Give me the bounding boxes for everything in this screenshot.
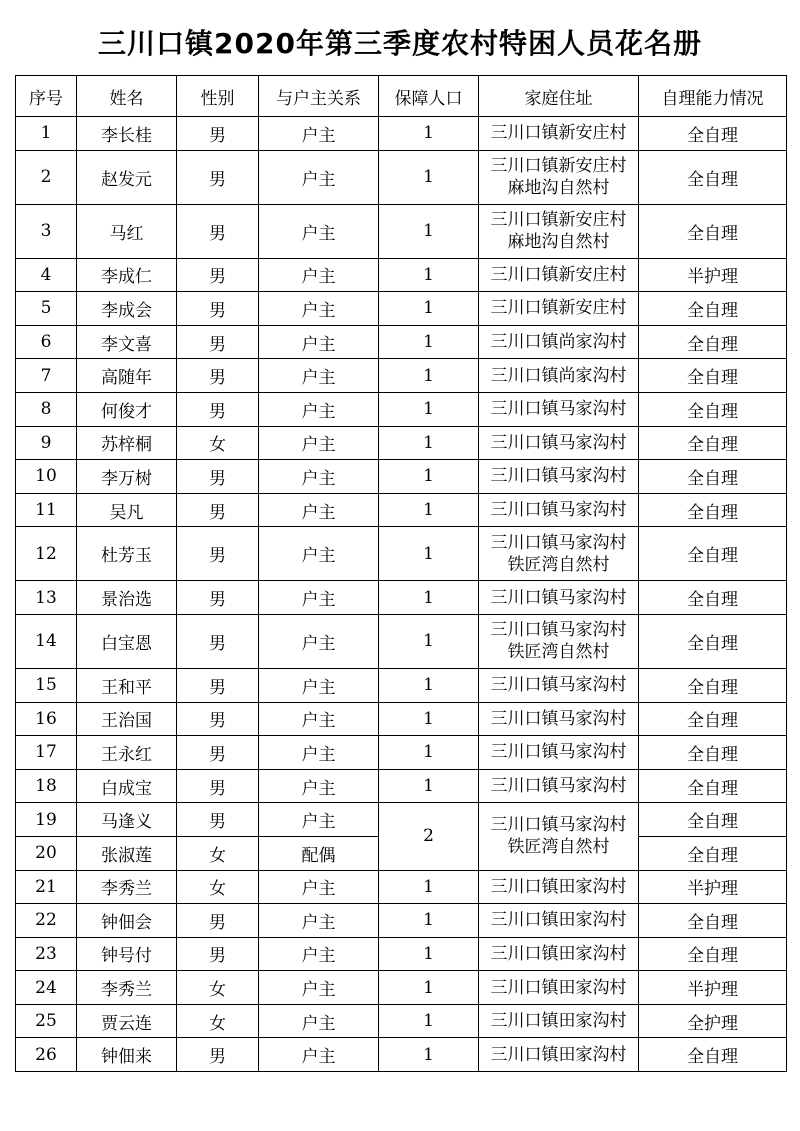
- cell-no: 19: [16, 803, 77, 837]
- cell-relation: 户主: [259, 702, 379, 736]
- address-line: 三川口镇田家沟村: [490, 1044, 627, 1065]
- cell-ability: 全自理: [639, 392, 787, 426]
- cell-no: 7: [16, 359, 77, 393]
- address-line: 三川口镇田家沟村: [490, 910, 627, 931]
- cell-ability: 全自理: [639, 117, 787, 151]
- cell-gender: 男: [177, 150, 259, 204]
- cell-name: 王永红: [77, 736, 177, 770]
- cell-name: 马红: [77, 204, 177, 258]
- cell-relation: 户主: [259, 493, 379, 527]
- cell-address: [479, 117, 639, 151]
- cell-address: [479, 258, 639, 292]
- address-line: 三川口镇马家沟村: [490, 742, 627, 763]
- cell-name: 杜芳玉: [77, 527, 177, 581]
- address-line: 三川口镇马家沟村: [490, 675, 627, 696]
- cell-relation: 户主: [259, 1004, 379, 1038]
- cell-ability: 全自理: [639, 426, 787, 460]
- cell-ability: 全自理: [639, 1038, 787, 1072]
- cell-address: [479, 359, 639, 393]
- address-line: 麻地沟自然村: [507, 232, 610, 253]
- cell-count: 1: [379, 769, 479, 803]
- cell-ability: 全自理: [639, 836, 787, 870]
- cell-address: [479, 769, 639, 803]
- cell-count: 1: [379, 359, 479, 393]
- cell-ability: 半护理: [639, 870, 787, 904]
- cell-address: [479, 937, 639, 971]
- table-row: [16, 1038, 787, 1072]
- address-line: 三川口镇马家沟村: [490, 620, 627, 641]
- cell-ability: 全自理: [639, 614, 787, 668]
- address-line: 三川口镇田家沟村: [490, 943, 627, 964]
- cell-name: 张淑莲: [77, 836, 177, 870]
- cell-no: 23: [16, 937, 77, 971]
- table-header-row: [16, 76, 787, 117]
- cell-count: 1: [379, 1004, 479, 1038]
- cell-count: 1: [379, 527, 479, 581]
- cell-address: [479, 870, 639, 904]
- cell-name: 贾云连: [77, 1004, 177, 1038]
- cell-relation: 户主: [259, 426, 379, 460]
- address-line: 三川口镇田家沟村: [490, 977, 627, 998]
- table-row: [16, 292, 787, 326]
- cell-no: 10: [16, 460, 77, 494]
- cell-relation: 户主: [259, 971, 379, 1005]
- address-line: 三川口镇新安庄村: [490, 264, 627, 285]
- address-line: 三川口镇马家沟村: [490, 815, 627, 836]
- cell-no: 20: [16, 836, 77, 870]
- cell-relation: 户主: [259, 258, 379, 292]
- cell-relation: 户主: [259, 292, 379, 326]
- table-row: [16, 359, 787, 393]
- cell-name: 钟佃会: [77, 904, 177, 938]
- cell-count: 1: [379, 117, 479, 151]
- cell-ability: 全自理: [639, 803, 787, 837]
- cell-name: 赵发元: [77, 150, 177, 204]
- cell-no: 25: [16, 1004, 77, 1038]
- cell-no: 5: [16, 292, 77, 326]
- cell-name: 李成会: [77, 292, 177, 326]
- cell-ability: 全自理: [639, 325, 787, 359]
- cell-name: 王和平: [77, 668, 177, 702]
- address-line: 三川口镇马家沟村: [490, 466, 627, 487]
- cell-relation: 户主: [259, 736, 379, 770]
- address-line: 三川口镇马家沟村: [490, 532, 627, 553]
- table-row: [16, 325, 787, 359]
- address-line: 三川口镇马家沟村: [490, 776, 627, 797]
- table-row: [16, 702, 787, 736]
- cell-relation: 户主: [259, 769, 379, 803]
- cell-relation: 户主: [259, 937, 379, 971]
- address-line: 三川口镇尚家沟村: [490, 332, 627, 353]
- cell-count: 1: [379, 668, 479, 702]
- cell-gender: 男: [177, 204, 259, 258]
- cell-gender: 男: [177, 527, 259, 581]
- cell-no: 12: [16, 527, 77, 581]
- table-row: [16, 668, 787, 702]
- table-row: [16, 581, 787, 615]
- address-line: 三川口镇田家沟村: [490, 876, 627, 897]
- cell-no: 17: [16, 736, 77, 770]
- cell-count: 1: [379, 460, 479, 494]
- address-line: 三川口镇马家沟村: [490, 500, 627, 521]
- table-row: [16, 392, 787, 426]
- cell-no: 21: [16, 870, 77, 904]
- cell-name: 何俊才: [77, 392, 177, 426]
- cell-no: 26: [16, 1038, 77, 1072]
- table-row: [16, 971, 787, 1005]
- cell-address: [479, 292, 639, 326]
- cell-address: [479, 1038, 639, 1072]
- cell-no: 11: [16, 493, 77, 527]
- cell-ability: 全自理: [639, 292, 787, 326]
- cell-count: 1: [379, 1038, 479, 1072]
- cell-address: [479, 1004, 639, 1038]
- table-row: [16, 614, 787, 668]
- cell-relation: 户主: [259, 1038, 379, 1072]
- cell-no: 24: [16, 971, 77, 1005]
- cell-count: 2: [379, 803, 479, 870]
- cell-count: 1: [379, 204, 479, 258]
- cell-relation: 户主: [259, 359, 379, 393]
- cell-gender: 男: [177, 258, 259, 292]
- cell-relation: 户主: [259, 150, 379, 204]
- table-row: [16, 150, 787, 204]
- cell-gender: 男: [177, 581, 259, 615]
- address-line: 三川口镇马家沟村: [490, 587, 627, 608]
- cell-address: [479, 904, 639, 938]
- cell-gender: 男: [177, 769, 259, 803]
- cell-ability: 全自理: [639, 769, 787, 803]
- cell-no: 3: [16, 204, 77, 258]
- column-header-gender: 性别: [177, 76, 259, 117]
- address-line: 三川口镇马家沟村: [490, 432, 627, 453]
- cell-no: 14: [16, 614, 77, 668]
- column-header-ability: 自理能力情况: [639, 76, 787, 117]
- table-row: [16, 204, 787, 258]
- cell-ability: 全自理: [639, 702, 787, 736]
- cell-gender: 男: [177, 614, 259, 668]
- cell-name: 白宝恩: [77, 614, 177, 668]
- cell-name: 高随年: [77, 359, 177, 393]
- cell-ability: 全自理: [639, 736, 787, 770]
- table-row: [16, 258, 787, 292]
- cell-address: [479, 702, 639, 736]
- cell-address: [479, 493, 639, 527]
- cell-gender: 女: [177, 836, 259, 870]
- cell-no: 13: [16, 581, 77, 615]
- cell-name: 吴凡: [77, 493, 177, 527]
- cell-ability: 全护理: [639, 1004, 787, 1038]
- cell-count: 1: [379, 325, 479, 359]
- cell-name: 景治选: [77, 581, 177, 615]
- cell-count: 1: [379, 937, 479, 971]
- cell-address: [479, 614, 639, 668]
- cell-no: 1: [16, 117, 77, 151]
- cell-count: 1: [379, 292, 479, 326]
- address-line: 三川口镇马家沟村: [490, 399, 627, 420]
- cell-count: 1: [379, 736, 479, 770]
- column-header-name: 姓名: [77, 76, 177, 117]
- cell-gender: 女: [177, 971, 259, 1005]
- cell-gender: 男: [177, 392, 259, 426]
- cell-no: 18: [16, 769, 77, 803]
- cell-relation: 配偶: [259, 836, 379, 870]
- cell-gender: 男: [177, 1038, 259, 1072]
- cell-address: [479, 204, 639, 258]
- cell-count: 1: [379, 581, 479, 615]
- cell-relation: 户主: [259, 392, 379, 426]
- address-line: 三川口镇新安庄村: [490, 210, 627, 231]
- cell-address: [479, 392, 639, 426]
- cell-count: 1: [379, 426, 479, 460]
- cell-gender: 男: [177, 325, 259, 359]
- cell-address: [479, 150, 639, 204]
- table-row: [16, 1004, 787, 1038]
- cell-ability: 全自理: [639, 204, 787, 258]
- cell-count: 1: [379, 702, 479, 736]
- cell-gender: 男: [177, 803, 259, 837]
- cell-count: 1: [379, 971, 479, 1005]
- cell-ability: 全自理: [639, 460, 787, 494]
- cell-ability: 全自理: [639, 581, 787, 615]
- cell-gender: 男: [177, 117, 259, 151]
- cell-relation: 户主: [259, 904, 379, 938]
- cell-address: [479, 971, 639, 1005]
- cell-no: 4: [16, 258, 77, 292]
- cell-ability: 全自理: [639, 527, 787, 581]
- cell-name: 李文喜: [77, 325, 177, 359]
- address-line: 铁匠湾自然村: [507, 642, 610, 663]
- cell-gender: 男: [177, 736, 259, 770]
- cell-gender: 男: [177, 359, 259, 393]
- cell-count: 1: [379, 392, 479, 426]
- address-line: 三川口镇新安庄村: [490, 123, 627, 144]
- cell-relation: 户主: [259, 204, 379, 258]
- cell-count: 1: [379, 870, 479, 904]
- cell-no: 16: [16, 702, 77, 736]
- cell-count: 1: [379, 493, 479, 527]
- cell-relation: 户主: [259, 527, 379, 581]
- cell-no: 2: [16, 150, 77, 204]
- cell-name: 钟佃来: [77, 1038, 177, 1072]
- cell-name: 钟号付: [77, 937, 177, 971]
- cell-name: 马逢义: [77, 803, 177, 837]
- cell-ability: 全自理: [639, 150, 787, 204]
- column-header-no: 序号: [16, 76, 77, 117]
- cell-ability: 半护理: [639, 258, 787, 292]
- column-header-count: 保障人口: [379, 76, 479, 117]
- cell-address: [479, 460, 639, 494]
- cell-gender: 男: [177, 702, 259, 736]
- address-line: 三川口镇马家沟村: [490, 708, 627, 729]
- column-header-address: 家庭住址: [479, 76, 639, 117]
- cell-name: 李成仁: [77, 258, 177, 292]
- table-row: [16, 803, 787, 837]
- table-row: [16, 769, 787, 803]
- cell-ability: 半护理: [639, 971, 787, 1005]
- cell-gender: 男: [177, 460, 259, 494]
- cell-ability: 全自理: [639, 668, 787, 702]
- cell-relation: 户主: [259, 870, 379, 904]
- cell-relation: 户主: [259, 581, 379, 615]
- table-row: [16, 460, 787, 494]
- cell-gender: 男: [177, 668, 259, 702]
- table-row: [16, 493, 787, 527]
- table-row: [16, 426, 787, 460]
- cell-name: 王治国: [77, 702, 177, 736]
- cell-gender: 女: [177, 426, 259, 460]
- address-line: 三川口镇田家沟村: [490, 1011, 627, 1032]
- cell-relation: 户主: [259, 803, 379, 837]
- cell-address: [479, 426, 639, 460]
- cell-relation: 户主: [259, 614, 379, 668]
- cell-name: 李长桂: [77, 117, 177, 151]
- table-row: [16, 117, 787, 151]
- address-line: 三川口镇新安庄村: [490, 156, 627, 177]
- cell-address: [479, 581, 639, 615]
- cell-relation: 户主: [259, 325, 379, 359]
- table-row: [16, 904, 787, 938]
- cell-gender: 男: [177, 904, 259, 938]
- address-line: 铁匠湾自然村: [507, 554, 610, 575]
- table-row: [16, 870, 787, 904]
- cell-count: 1: [379, 904, 479, 938]
- cell-address: [479, 527, 639, 581]
- cell-no: 6: [16, 325, 77, 359]
- page-title: 三川口镇2020年第三季度农村特困人员花名册: [98, 27, 702, 60]
- cell-count: 1: [379, 614, 479, 668]
- cell-name: 苏梓桐: [77, 426, 177, 460]
- cell-ability: 全自理: [639, 359, 787, 393]
- cell-name: 李秀兰: [77, 870, 177, 904]
- cell-no: 9: [16, 426, 77, 460]
- table-row: [16, 937, 787, 971]
- cell-address: [479, 736, 639, 770]
- cell-count: 1: [379, 258, 479, 292]
- cell-address: [479, 325, 639, 359]
- cell-name: 李万树: [77, 460, 177, 494]
- address-line: 三川口镇尚家沟村: [490, 365, 627, 386]
- cell-no: 22: [16, 904, 77, 938]
- address-line: 铁匠湾自然村: [507, 837, 610, 858]
- cell-gender: 男: [177, 493, 259, 527]
- roster-body: [16, 117, 787, 1072]
- cell-ability: 全自理: [639, 937, 787, 971]
- roster-table: [15, 75, 787, 1072]
- cell-name: 李秀兰: [77, 971, 177, 1005]
- cell-gender: 男: [177, 937, 259, 971]
- cell-no: 15: [16, 668, 77, 702]
- cell-no: 8: [16, 392, 77, 426]
- cell-relation: 户主: [259, 668, 379, 702]
- table-row: [16, 736, 787, 770]
- address-line: 三川口镇新安庄村: [490, 298, 627, 319]
- cell-count: 1: [379, 150, 479, 204]
- cell-gender: 女: [177, 870, 259, 904]
- cell-relation: 户主: [259, 117, 379, 151]
- address-line: 麻地沟自然村: [507, 178, 610, 199]
- cell-name: 白成宝: [77, 769, 177, 803]
- cell-ability: 全自理: [639, 904, 787, 938]
- cell-relation: 户主: [259, 460, 379, 494]
- column-header-relation: 与户主关系: [259, 76, 379, 117]
- cell-address: [479, 803, 639, 870]
- table-row: [16, 527, 787, 581]
- cell-gender: 男: [177, 292, 259, 326]
- cell-ability: 全自理: [639, 493, 787, 527]
- cell-address: [479, 668, 639, 702]
- cell-gender: 女: [177, 1004, 259, 1038]
